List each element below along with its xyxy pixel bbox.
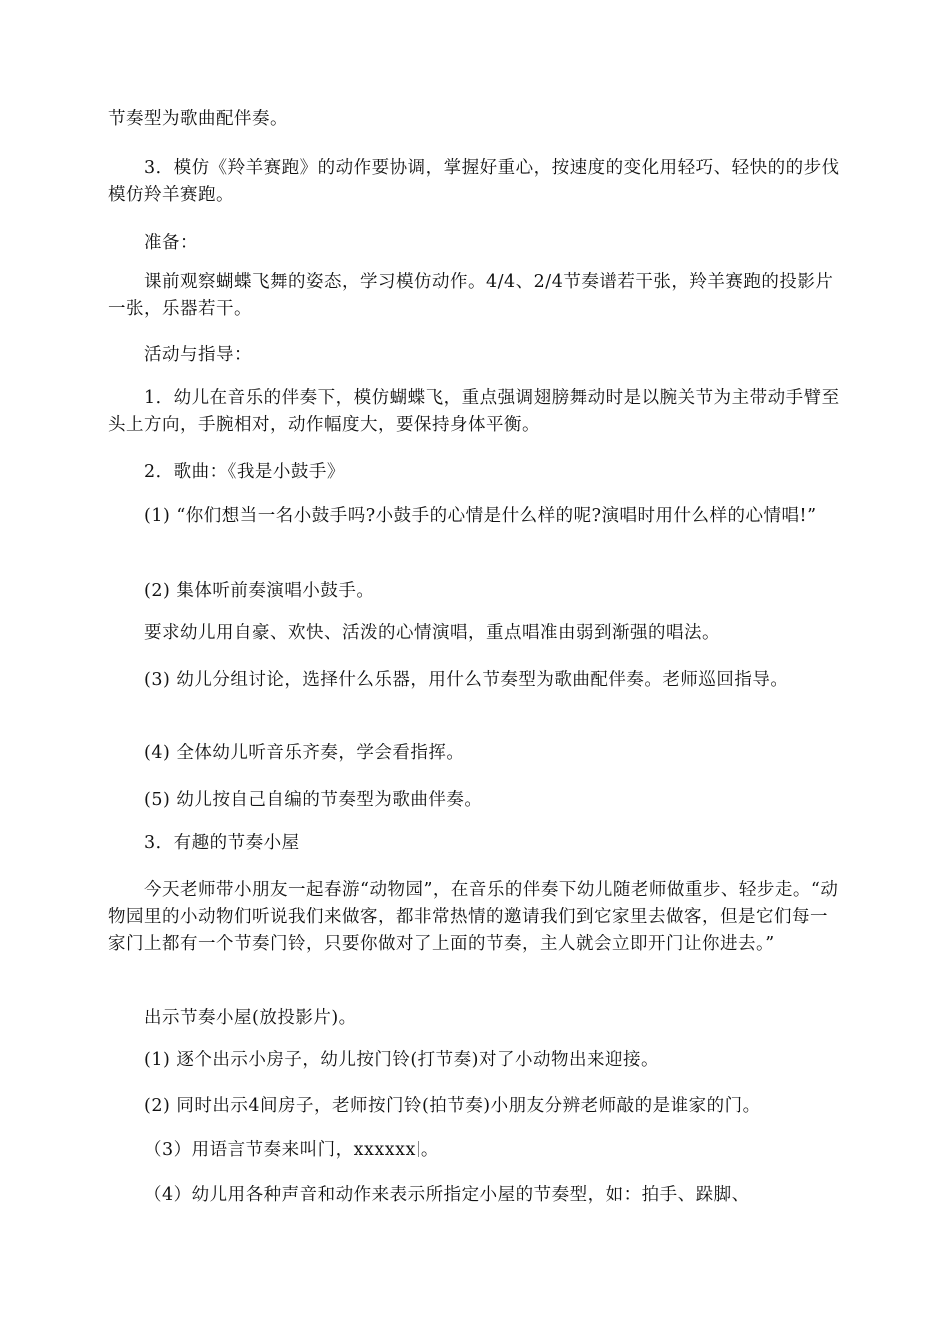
paragraph-10: 要求幼儿用自豪、欢快、活泼的心情演唱，重点唱准由弱到渐强的唱法。 — [144, 623, 720, 643]
paragraph-1: 节奏型为歌曲配伴奏。 — [108, 109, 288, 129]
paragraph-6: 1．幼儿在音乐的伴奏下，模仿蝴蝶飞，重点强调翅膀舞动时是以腕关节为主带动手臂至头上方向，手腕相对，动作幅度大，要保持身体平衡。 — [108, 388, 840, 435]
paragraph-3: 准备： — [144, 233, 198, 253]
paragraph-20: （4）幼儿用各种声音和动作来表示所指定小屋的节奏型，如：拍手、跺脚、 — [144, 1185, 750, 1205]
paragraph-12: (4) 全体幼儿听音乐齐奏，学会看指挥。 — [144, 743, 465, 763]
paragraph-11: (3) 幼儿分组讨论，选择什么乐器，用什么节奏型为歌曲配伴奏。老师巡回指导。 — [144, 670, 789, 690]
paragraph-15: 今天老师带小朋友一起春游“动物园”，在音乐的伴奏下幼儿随老师做重步、轻步走。“动物园里的小动物们听说我们来做客，都非常热情的邀请我们到它家里去做客，但是它们每一家门上都有一个节奏门铃，只要你做对了上面的节奏，主人就会立即开门让你进去。” — [108, 880, 839, 954]
paragraph-5: 活动与指导： — [144, 345, 252, 365]
paragraph-18: (2) 同时出示4间房子，老师按门铃(拍节奏)小朋友分辨老师敲的是谁家的门。 — [144, 1096, 761, 1116]
paragraph-19-end: 。 — [420, 1140, 439, 1160]
paragraph-2: 3．模仿《羚羊赛跑》的动作要协调，掌握好重心，按速度的变化用轻巧、轻快的的步伐模仿羚羊赛跑。 — [108, 158, 840, 205]
paragraph-13: (5) 幼儿按自己自编的节奏型为歌曲伴奏。 — [144, 790, 483, 810]
paragraph-8: (1) “你们想当一名小鼓手吗?小鼓手的心情是什么样的呢?演唱时用什么样的心情唱!” — [144, 506, 817, 526]
text-cursor-bar — [418, 1141, 419, 1157]
paragraph-16: 出示节奏小屋(放投影片)。 — [144, 1008, 357, 1028]
paragraph-4: 课前观察蝴蝶飞舞的姿态，学习模仿动作。4/4、2/4节奏谱若干张，羚羊赛跑的投影片一张，乐器若干。 — [108, 272, 834, 319]
paragraph-17: (1) 逐个出示小房子，幼儿按门铃(打节奏)对了小动物出来迎接。 — [144, 1050, 660, 1070]
paragraph-7: 2．歌曲：《我是小鼓手》 — [144, 462, 345, 482]
paragraph-14: 3．有趣的节奏小屋 — [144, 833, 300, 853]
paragraph-19-text: （3）用语言节奏来叫门，xxxxxx — [144, 1140, 416, 1160]
paragraph-9: (2) 集体听前奏演唱小鼓手。 — [144, 581, 375, 601]
paragraph-19 — [144, 1137, 843, 1164]
